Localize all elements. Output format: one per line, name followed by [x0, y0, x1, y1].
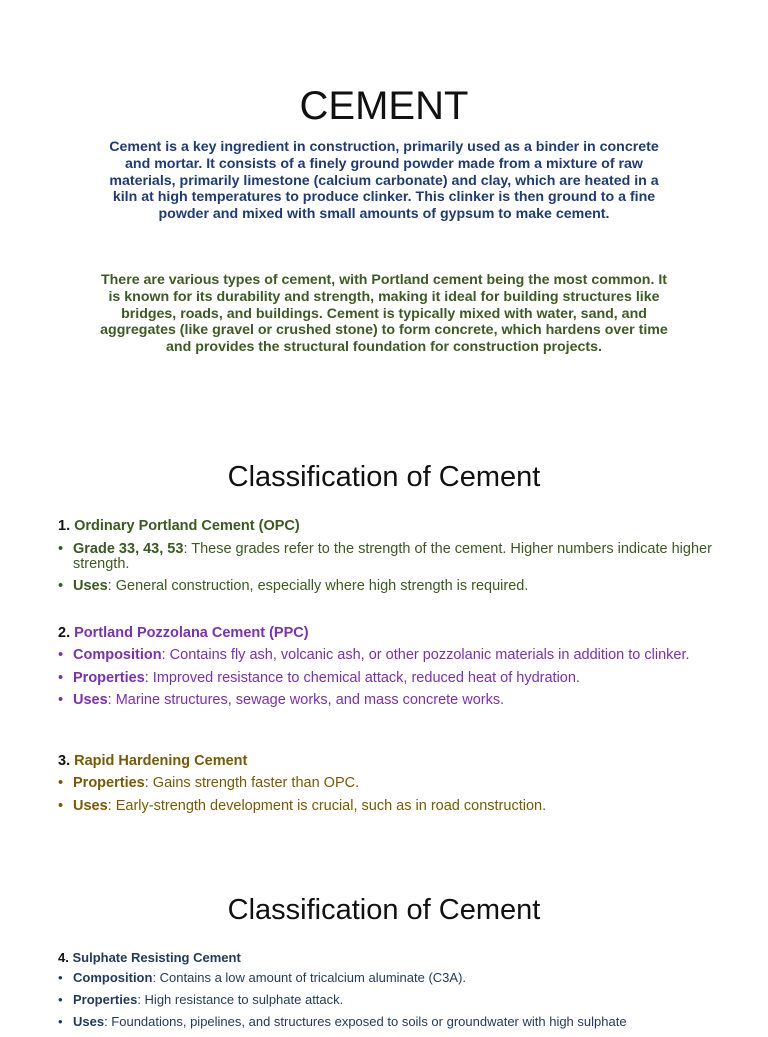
list-item: [58, 579, 718, 594]
item-text: : General construction, especially where high strength is required.: [107, 578, 529, 594]
bullet-icon: •: [58, 692, 64, 708]
item-label: Uses: [73, 1014, 105, 1029]
class-name: Rapid Hardening Cement: [74, 753, 248, 769]
list-item: [58, 693, 718, 708]
item-label: Properties: [73, 669, 145, 686]
class-heading-4: [58, 949, 241, 967]
item-text: : High resistance to sulphate attack.: [137, 992, 344, 1007]
item-text: : Early-strength development is crucial, such as in road construction.: [107, 797, 547, 814]
bullet-icon: •: [58, 578, 64, 594]
item-label: Properties: [73, 775, 145, 791]
bullet-icon: •: [58, 797, 64, 814]
class-name: Sulphate Resisting Cement: [72, 950, 241, 965]
bullet-icon: •: [58, 647, 64, 663]
item-label: Uses: [73, 797, 108, 814]
intro-paragraph-2: There are various types of cement, with Portland cement being the most common. It is known for its durability and strength, making it ideal for building structures like bridges, roads, and buildings. Cement is typically mixed with water, sand, and aggregates (like gravel or crushed stone) to form concrete, which hardens over time and provides the structural foundation for construction projects.: [100, 272, 668, 356]
section-title-1: Classification of Cement: [227, 461, 541, 493]
list-item: [58, 1015, 718, 1029]
class-heading-2: [58, 624, 309, 642]
bullet-icon: •: [58, 775, 64, 791]
list-item: [58, 671, 718, 686]
list-item: [58, 542, 718, 571]
class-number: 3.: [58, 753, 71, 769]
class-heading-1: [58, 517, 300, 535]
intro-paragraph-1: Cement is a key ingredient in construction, primarily used as a binder in concrete and mortar. It consists of a finely ground powder made from a mixture of raw materials, primarily limestone (calcium carbonate) and clay, which are heated in a kiln at high temperatures to produce clinker. This clinker is then ground to a fine powder and mixed with small amounts of gypsum to make cement.: [109, 139, 659, 223]
item-label: Uses: [73, 692, 108, 708]
list-item: [58, 971, 718, 985]
class-number: 2.: [58, 625, 71, 641]
item-text: : Improved resistance to chemical attack, reduced heat of hydration.: [144, 669, 580, 686]
bullet-icon: •: [58, 541, 64, 557]
page-title: CEMENT: [299, 84, 469, 128]
item-text: : Gains strength faster than OPC.: [144, 775, 360, 791]
item-label: Composition: [73, 647, 162, 663]
class-4-list: [58, 971, 718, 1037]
item-text: : Contains fly ash, volcanic ash, or other pozzolanic materials in addition to clinker.: [161, 647, 690, 663]
item-text: : These grades refer to the strength of the cement. Higher numbers indicate higher strength.: [73, 541, 712, 572]
class-number: 4.: [58, 950, 69, 965]
class-name: Portland Pozzolana Cement (PPC): [74, 625, 309, 641]
class-name: Ordinary Portland Cement (OPC): [74, 518, 300, 534]
bullet-icon: •: [58, 669, 64, 686]
bullet-icon: •: [58, 992, 63, 1007]
bullet-icon: •: [58, 1014, 63, 1029]
list-item: [58, 776, 718, 791]
item-text: : Marine structures, sewage works, and mass concrete works.: [107, 692, 505, 708]
class-heading-3: [58, 752, 247, 770]
class-2-list: [58, 648, 718, 716]
list-item: [58, 648, 718, 663]
class-3-list: [58, 776, 718, 821]
list-item: [58, 993, 718, 1007]
section-title-2: Classification of Cement: [227, 894, 541, 926]
class-number: 1.: [58, 518, 71, 534]
list-item: [58, 799, 718, 814]
class-1-list: [58, 542, 718, 602]
bullet-icon: •: [58, 970, 63, 985]
item-text: : Contains a low amount of tricalcium aluminate (C3A).: [152, 970, 467, 985]
item-text: : Foundations, pipelines, and structures exposed to soils or groundwater with high sulphate: [104, 1014, 627, 1029]
item-label: Uses: [73, 578, 108, 594]
item-label: Properties: [73, 992, 138, 1007]
item-label: Grade 33, 43, 53: [73, 541, 184, 557]
item-label: Composition: [73, 970, 153, 985]
